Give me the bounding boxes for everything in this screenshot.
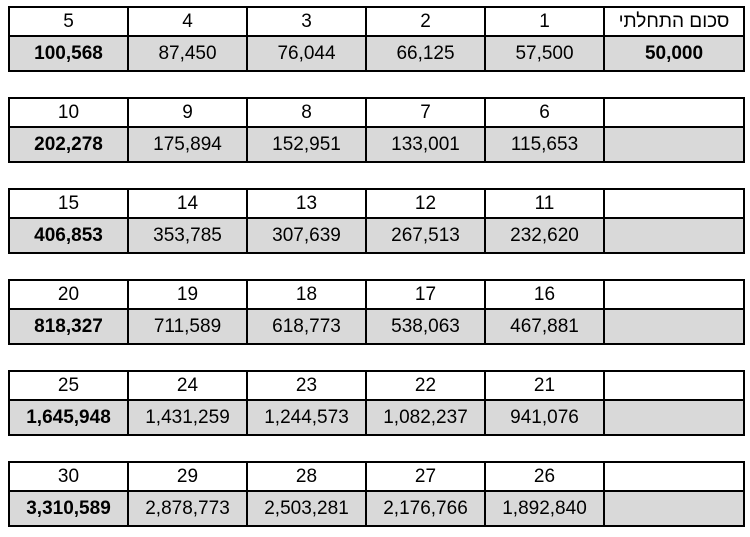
amount-cell: 941,076 — [485, 400, 604, 435]
years-table-16-20 — [8, 279, 745, 345]
year-header-cell: 13 — [247, 189, 366, 218]
amount-cell: 1,431,259 — [128, 400, 247, 435]
amount-cell: 1,082,237 — [366, 400, 485, 435]
year-header-row — [9, 98, 744, 127]
year-header-cell: 30 — [9, 462, 128, 491]
amount-cell: 87,450 — [128, 36, 247, 71]
amount-cell: 307,639 — [247, 218, 366, 253]
side-value-empty-cell — [604, 218, 744, 253]
year-header-cell: 24 — [128, 371, 247, 400]
year-header-cell: 1 — [485, 7, 604, 36]
amount-cell: 175,894 — [128, 127, 247, 162]
year-header-cell: 14 — [128, 189, 247, 218]
year-header-cell: 12 — [366, 189, 485, 218]
year-header-cell: 26 — [485, 462, 604, 491]
amount-cell: 2,176,766 — [366, 491, 485, 526]
amount-cell: 3,310,589 — [9, 491, 128, 526]
amount-value-row — [9, 218, 744, 253]
years-table-26-30 — [8, 461, 745, 527]
side-value-empty-cell — [604, 127, 744, 162]
amount-cell: 76,044 — [247, 36, 366, 71]
amount-value-row — [9, 36, 744, 71]
years-table-11-15 — [8, 188, 745, 254]
amount-cell: 353,785 — [128, 218, 247, 253]
amount-cell: 232,620 — [485, 218, 604, 253]
side-header-empty-cell — [604, 98, 744, 127]
amount-cell: 1,892,840 — [485, 491, 604, 526]
year-header-row — [9, 280, 744, 309]
year-header-cell: 19 — [128, 280, 247, 309]
initial-amount-label: סכום התחלתי — [604, 7, 744, 36]
year-header-cell: 22 — [366, 371, 485, 400]
side-header-empty-cell — [604, 280, 744, 309]
year-header-cell: 11 — [485, 189, 604, 218]
year-header-row — [9, 189, 744, 218]
year-header-cell: 7 — [366, 98, 485, 127]
year-header-cell: 15 — [9, 189, 128, 218]
years-table-6-10 — [8, 97, 745, 163]
amount-value-row — [9, 309, 744, 344]
amount-cell: 618,773 — [247, 309, 366, 344]
year-header-cell: 3 — [247, 7, 366, 36]
side-header-empty-cell — [604, 189, 744, 218]
year-header-cell: 29 — [128, 462, 247, 491]
amount-cell: 202,278 — [9, 127, 128, 162]
amount-cell: 467,881 — [485, 309, 604, 344]
year-header-row — [9, 462, 744, 491]
amount-value-row — [9, 491, 744, 526]
amount-cell: 406,853 — [9, 218, 128, 253]
year-header-cell: 28 — [247, 462, 366, 491]
amount-cell: 2,503,281 — [247, 491, 366, 526]
year-header-cell: 16 — [485, 280, 604, 309]
year-header-cell: 18 — [247, 280, 366, 309]
year-header-cell: 23 — [247, 371, 366, 400]
amount-cell: 818,327 — [9, 309, 128, 344]
amount-cell: 152,951 — [247, 127, 366, 162]
amount-cell: 115,653 — [485, 127, 604, 162]
amount-value-row — [9, 127, 744, 162]
year-header-cell: 8 — [247, 98, 366, 127]
year-header-cell: 20 — [9, 280, 128, 309]
amount-cell: 66,125 — [366, 36, 485, 71]
year-header-cell: 25 — [9, 371, 128, 400]
amount-value-row — [9, 400, 744, 435]
amount-cell: 538,063 — [366, 309, 485, 344]
year-header-row — [9, 7, 744, 36]
side-header-empty-cell — [604, 462, 744, 491]
side-value-empty-cell — [604, 491, 744, 526]
amount-cell: 2,878,773 — [128, 491, 247, 526]
year-header-cell: 4 — [128, 7, 247, 36]
year-header-cell: 27 — [366, 462, 485, 491]
side-value-empty-cell — [604, 309, 744, 344]
year-header-cell: 10 — [9, 98, 128, 127]
amount-cell: 57,500 — [485, 36, 604, 71]
amount-cell: 133,001 — [366, 127, 485, 162]
initial-amount-value: 50,000 — [604, 36, 744, 71]
side-header-empty-cell — [604, 371, 744, 400]
year-header-cell: 2 — [366, 7, 485, 36]
amount-cell: 267,513 — [366, 218, 485, 253]
year-header-cell: 17 — [366, 280, 485, 309]
years-table-1-5 — [8, 6, 745, 72]
year-header-cell: 21 — [485, 371, 604, 400]
side-value-empty-cell — [604, 400, 744, 435]
year-header-cell: 6 — [485, 98, 604, 127]
amount-cell: 1,645,948 — [9, 400, 128, 435]
years-table-21-25 — [8, 370, 745, 436]
year-header-row — [9, 371, 744, 400]
amount-cell: 711,589 — [128, 309, 247, 344]
year-header-cell: 9 — [128, 98, 247, 127]
amount-cell: 100,568 — [9, 36, 128, 71]
amount-cell: 1,244,573 — [247, 400, 366, 435]
year-header-cell: 5 — [9, 7, 128, 36]
